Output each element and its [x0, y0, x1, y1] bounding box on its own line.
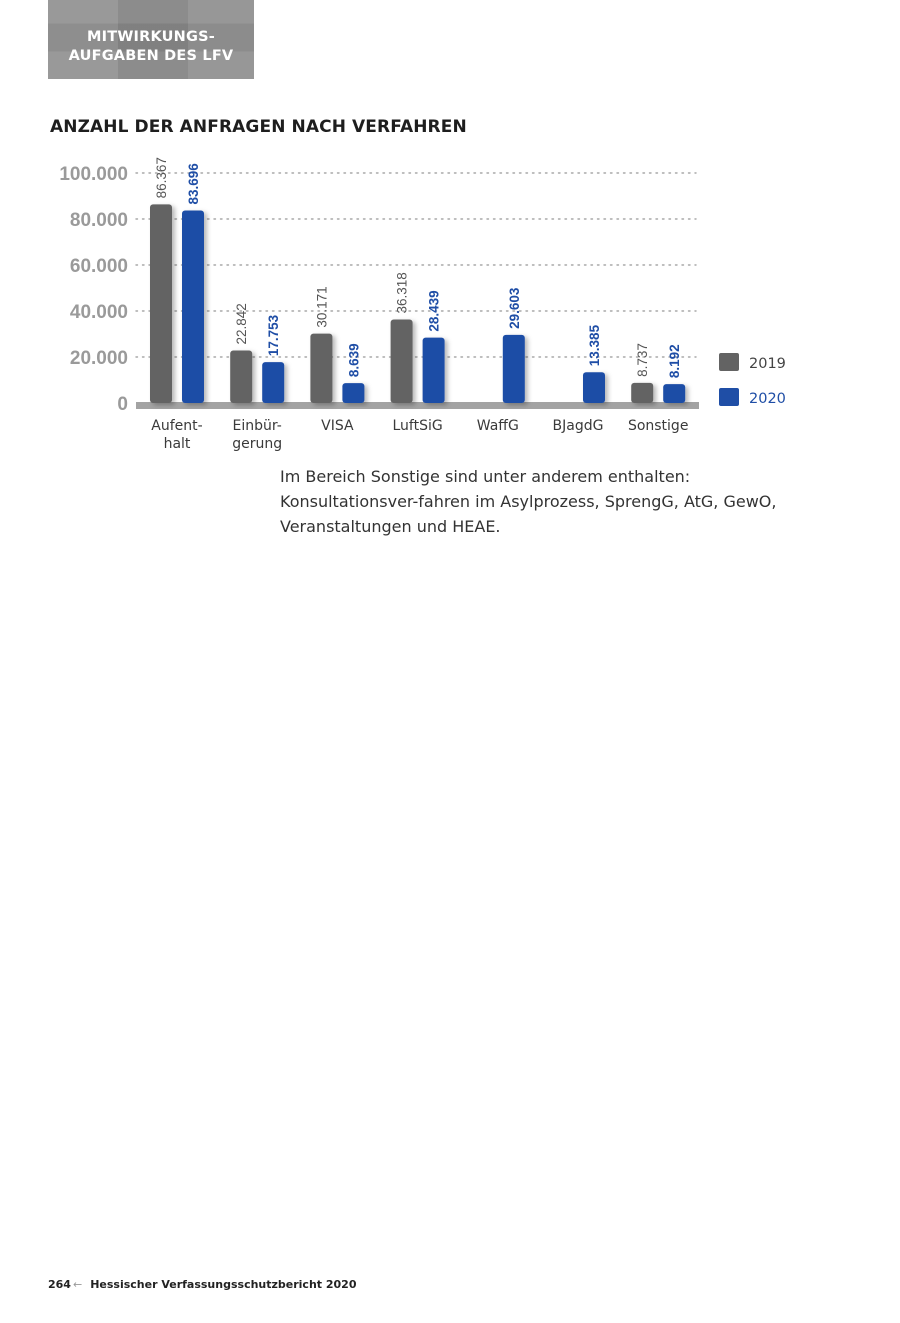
y-tick-label: 80.000 — [69, 210, 128, 231]
x-tick-label — [628, 418, 689, 434]
bar-2019 — [391, 319, 413, 403]
section-tab — [48, 0, 254, 79]
data-label: 36.318 — [394, 272, 410, 314]
bar-2020 — [342, 383, 364, 403]
y-tick-label: 40.000 — [69, 302, 128, 323]
publication-title: Hessischer Verfassungsschutzbericht 2020 — [90, 1278, 357, 1291]
legend-label-2019: 2019 — [749, 356, 786, 372]
bar-2019 — [310, 334, 332, 403]
legend-label-2020: 2020 — [749, 391, 786, 407]
x-tick-label-line: WaffG — [476, 418, 519, 434]
data-label: 83.696 — [186, 163, 201, 205]
section-tab-line1: MITWIRKUNGS- — [87, 29, 215, 45]
data-label: 28.439 — [426, 290, 442, 332]
data-label: 13.385 — [587, 324, 602, 367]
chart-title: ANZAHL DER ANFRAGEN NACH VERFAHREN — [50, 117, 467, 137]
chart-footnote: Im Bereich Sonstige sind unter anderem enthalten: Konsultationsver-fahren im Asylprozess, SprengG, AtG, GewO, Veranstaltungen und HEAE. — [280, 467, 777, 536]
x-axis-baseline — [136, 402, 699, 409]
bar-2020 — [262, 362, 284, 403]
x-tick-label — [553, 418, 604, 434]
data-label: 8.192 — [667, 344, 683, 379]
page-footer — [48, 1278, 357, 1291]
data-label: 8.737 — [635, 343, 651, 377]
x-tick-label-line: gerung — [232, 436, 283, 452]
bar-2019 — [230, 350, 252, 403]
data-label: 29.603 — [506, 287, 522, 329]
bar-2020 — [182, 210, 204, 403]
x-tick-label-line: BJagdG — [552, 418, 604, 434]
section-tab-line2: AUFGABEN DES LFV — [68, 48, 234, 64]
bar-2019 — [631, 383, 653, 403]
x-tick-label-line: LuftSiG — [392, 418, 443, 434]
x-tick-label-line: Aufent- — [151, 418, 203, 434]
x-tick-label — [477, 418, 519, 434]
x-tick-label — [151, 418, 202, 452]
x-tick-label — [321, 418, 354, 434]
y-tick-label: 100.000 — [59, 164, 128, 185]
bar-2019 — [150, 204, 172, 403]
legend-swatch-2019 — [719, 353, 739, 371]
bar-2020 — [423, 338, 445, 403]
bar-chart — [0, 145, 900, 465]
bar-2020 — [503, 335, 525, 403]
legend-swatch-2020 — [719, 388, 739, 406]
back-arrow-icon[interactable]: ← — [72, 1278, 83, 1291]
x-tick-label-line: halt — [163, 436, 191, 452]
data-label: 86.367 — [154, 157, 169, 199]
data-label: 8.639 — [346, 343, 362, 378]
bar-2020 — [583, 372, 605, 403]
x-tick-label-line: VISA — [321, 418, 354, 434]
bar-2020 — [663, 384, 685, 403]
data-label: 17.753 — [266, 314, 282, 357]
data-label: 22.842 — [234, 303, 250, 345]
data-label: 30.171 — [314, 286, 330, 328]
x-tick-label — [392, 418, 442, 434]
page-number: 264 — [48, 1278, 71, 1291]
y-tick-label: 60.000 — [69, 256, 128, 277]
x-tick-label-line: Einbür- — [232, 418, 282, 434]
y-tick-label: 0 — [117, 394, 128, 415]
y-tick-label: 20.000 — [69, 348, 128, 369]
x-tick-label — [232, 418, 282, 452]
x-tick-label-line: Sonstige — [627, 418, 689, 434]
